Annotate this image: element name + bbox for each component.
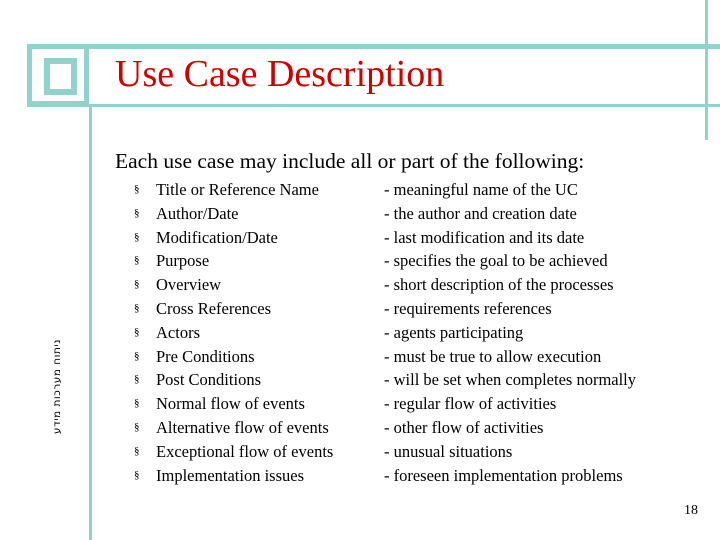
element-list-item bbox=[134, 273, 333, 297]
intro-text: Each use case may include all or part of the following: bbox=[115, 149, 585, 173]
element-description: - foreseen implementation problems bbox=[384, 465, 623, 485]
element-name: Modification/Date bbox=[156, 227, 278, 247]
bullet-icon: § bbox=[134, 420, 140, 433]
element-name: Overview bbox=[156, 275, 222, 295]
element-list-item bbox=[134, 345, 333, 369]
element-description: - specifies the goal to be achieved bbox=[384, 251, 608, 271]
bullet-icon: § bbox=[134, 301, 140, 314]
bullet-icon: § bbox=[134, 468, 140, 481]
element-description: - last modification and its date bbox=[384, 227, 585, 247]
element-description: - will be set when completes normally bbox=[384, 370, 637, 390]
element-description: - unusual situations bbox=[384, 441, 513, 461]
element-list-item bbox=[134, 392, 333, 416]
bullet-icon: § bbox=[134, 349, 140, 362]
element-list-item bbox=[134, 249, 333, 273]
bullet-icon: § bbox=[134, 183, 140, 195]
decorative-square-inner bbox=[44, 58, 77, 95]
element-name: Cross References bbox=[156, 298, 272, 318]
element-description: - must be true to allow execution bbox=[384, 346, 602, 366]
title-underline bbox=[27, 104, 720, 107]
element-name: Alternative flow of events bbox=[156, 417, 329, 437]
element-description: - the author and creation date bbox=[384, 203, 577, 223]
element-name: Title or Reference Name bbox=[156, 180, 319, 199]
element-list-item bbox=[134, 368, 333, 392]
bullet-icon: § bbox=[134, 230, 140, 243]
bullet-icon: § bbox=[134, 254, 140, 267]
decorative-top-line bbox=[89, 44, 720, 49]
element-description: - short description of the processes bbox=[384, 275, 614, 295]
page-number: 18 bbox=[684, 503, 698, 518]
element-name: Post Conditions bbox=[156, 370, 261, 390]
element-list-item bbox=[134, 297, 333, 321]
bullet-icon: § bbox=[134, 325, 140, 338]
bullet-icon: § bbox=[134, 373, 140, 386]
element-description: - agents participating bbox=[384, 322, 524, 342]
element-name: Normal flow of events bbox=[156, 394, 305, 414]
element-list bbox=[134, 178, 333, 487]
bullet-icon: § bbox=[134, 278, 140, 291]
element-name: Exceptional flow of events bbox=[156, 441, 334, 461]
course-name-vertical: ניתוח מערכות מידע bbox=[51, 339, 63, 435]
element-list-item bbox=[134, 226, 333, 250]
element-name: Implementation issues bbox=[156, 465, 305, 485]
element-list-item bbox=[134, 440, 333, 464]
slide-title: Use Case Description bbox=[115, 53, 445, 95]
element-name: Purpose bbox=[156, 251, 210, 271]
bullet-icon: § bbox=[134, 397, 140, 410]
bullet-icon: § bbox=[134, 444, 140, 457]
description-list bbox=[384, 178, 636, 487]
element-description: - requirements references bbox=[384, 298, 552, 318]
decorative-left-line bbox=[89, 106, 92, 540]
element-name: Pre Conditions bbox=[156, 346, 255, 366]
decorative-right-line bbox=[705, 0, 708, 140]
element-description: - regular flow of activities bbox=[384, 394, 557, 414]
element-list-item bbox=[134, 202, 333, 226]
element-list-item bbox=[134, 464, 333, 488]
element-list-item bbox=[134, 416, 333, 440]
element-name: Author/Date bbox=[156, 203, 239, 223]
element-list-item bbox=[134, 321, 333, 345]
element-name: Actors bbox=[156, 322, 200, 342]
bullet-icon: § bbox=[134, 206, 140, 219]
element-description: - meaningful name of the UC bbox=[384, 180, 578, 199]
element-list-item bbox=[134, 178, 333, 202]
element-description: - other flow of activities bbox=[384, 417, 544, 437]
